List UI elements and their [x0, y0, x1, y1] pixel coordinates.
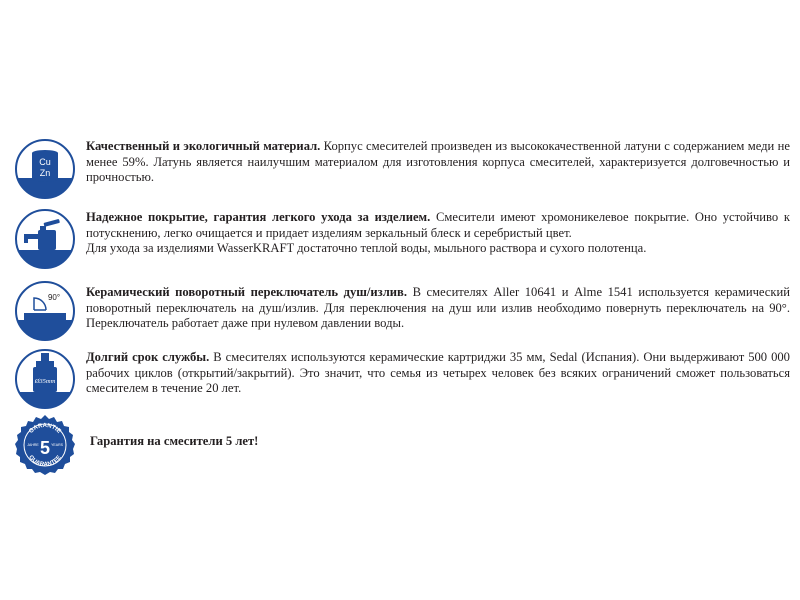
icon-label-35mm: Ø35mm — [34, 378, 56, 385]
feature-title: Керамический поворотный переключатель душ/излив. — [86, 285, 408, 299]
seal-number: 5 — [39, 438, 51, 458]
icon-label-90: 90° — [47, 293, 61, 302]
seal-label-right: YEARS — [51, 443, 63, 447]
feature-text — [86, 210, 790, 257]
seal-label-bottom: GUARANTEE — [27, 454, 63, 469]
feature-lifetime — [14, 348, 790, 412]
feature-body: В смесителях используются керамические картриджи 35 мм, Sedal (Испания). Они выдерживают 500 000 рабочих циклов (открытий/закрытий). Это значит, что семья из четырех человек без всяких ограничений сможет пользоваться смесителем в течение 20 лет. — [86, 350, 790, 396]
guarantee-5-years-seal-icon — [14, 414, 76, 476]
chrome-faucet-icon — [14, 208, 76, 270]
feature-guarantee — [14, 414, 790, 478]
feature-material — [14, 138, 790, 202]
feature-body: Корпус смесителей произведен из высококачественной латуни с содержанием меди не менее 59%. Латунь является наилучшим материалом для изготовления корпуса смесителей, характеризуется долговечностью и прочностью. — [86, 139, 790, 185]
copper-zinc-material-icon — [14, 138, 76, 200]
feature-text — [86, 350, 790, 397]
seal-label-top: GARANTIE — [28, 422, 62, 435]
feature-text — [86, 139, 790, 186]
ceramic-cartridge-icon — [14, 348, 76, 410]
icon-label-zn: Zn — [39, 168, 51, 178]
feature-text — [90, 434, 790, 450]
feature-ceramic-switch — [14, 280, 790, 344]
ceramic-switch-90-icon — [14, 280, 76, 342]
feature-body: Смесители имеют хромоникелевое покрытие. Оно устойчиво к потускнению, легко очищается и придает изделиям зеркальный блеск и серебристый цвет. — [86, 210, 790, 240]
feature-title: Гарантия на смесители 5 лет! — [90, 434, 259, 448]
feature-text — [86, 285, 790, 332]
seal-label-left: JAHRE — [27, 443, 39, 447]
feature-body: В смесителях Aller 10641 и Alme 1541 используется керамический поворотный переключатель на душ/излив. Для переключения на душ или излив необходимо повернуть переключатель на 90°. Переключатель работает даже при нулевом давлении воды. — [86, 285, 790, 331]
feature-title: Надежное покрытие, гарантия легкого ухода за изделием. — [86, 210, 431, 224]
feature-body-care: Для ухода за изделиями WasserKRAFT достаточно теплой воды, мыльного раствора и сухого полотенца. — [86, 241, 647, 256]
feature-coating — [14, 208, 790, 272]
feature-title: Долгий срок службы. — [86, 350, 210, 364]
icon-label-cu: Cu — [39, 157, 51, 167]
feature-title: Качественный и экологичный материал. — [86, 139, 321, 153]
